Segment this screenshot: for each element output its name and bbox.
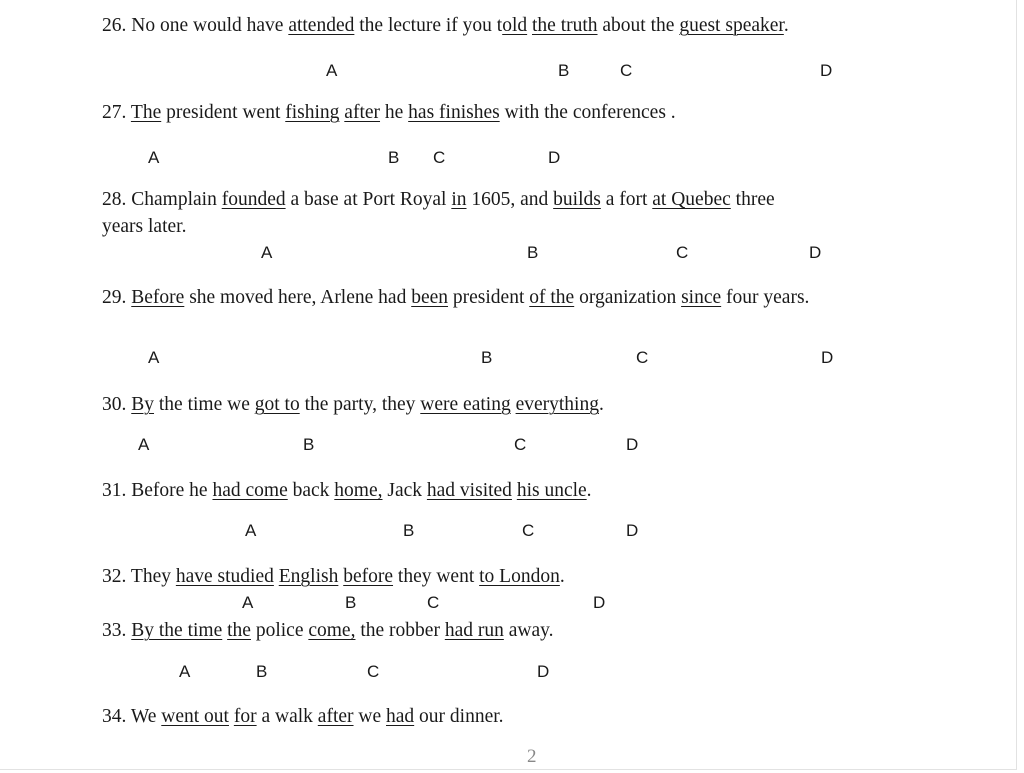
option-label-29: D — [821, 348, 834, 367]
underlined-segment: went out — [161, 706, 229, 727]
underlined-segment: in — [451, 189, 467, 210]
option-label-26: D — [820, 61, 833, 80]
sentence-segment: back — [287, 480, 335, 501]
option-label-33: B — [256, 662, 268, 681]
sentence-segment: . — [586, 480, 592, 501]
option-label-28: C — [676, 243, 689, 262]
sentence-segment: Champlain — [131, 189, 222, 210]
sentence-segment: Before he — [131, 480, 213, 501]
sentence-segment: she moved here, Arlene had — [184, 287, 412, 308]
sentence-segment: . — [559, 566, 565, 587]
question-number: 29. — [102, 287, 127, 308]
question-number: 31. — [102, 480, 127, 501]
underlined-segment: for — [233, 706, 257, 727]
sentence-segment: a fort — [600, 189, 653, 210]
underlined-segment: at Quebec — [652, 189, 731, 210]
option-label-27: D — [548, 148, 561, 167]
question-28 — [102, 190, 775, 210]
option-label-31: A — [245, 521, 257, 540]
question-28-continued: years later. — [102, 216, 187, 237]
sentence-segment: president — [448, 287, 530, 308]
underlined-segment: Before — [131, 287, 185, 308]
question-29 — [102, 288, 809, 308]
sentence-segment: the robber — [355, 620, 445, 641]
option-label-26: B — [558, 61, 570, 80]
option-label-32: B — [345, 593, 357, 612]
option-label-26: C — [620, 61, 633, 80]
question-26 — [102, 16, 789, 36]
option-label-33: C — [367, 662, 380, 681]
underlined-segment: home, — [334, 480, 383, 501]
underlined-segment: had run — [444, 620, 504, 641]
option-label-29: A — [148, 348, 160, 367]
question-32 — [102, 567, 565, 587]
option-label-31: C — [522, 521, 535, 540]
option-label-28: A — [261, 243, 273, 262]
sentence-segment: a walk — [256, 706, 318, 727]
sentence-segment: No one would have — [131, 15, 289, 36]
underlined-segment: the truth — [532, 15, 598, 36]
sentence-segment: away. — [503, 620, 554, 641]
option-label-33: D — [537, 662, 550, 681]
sentence-segment: We — [130, 706, 162, 727]
underlined-segment: before — [343, 566, 394, 587]
underlined-segment: By — [131, 394, 155, 415]
underlined-segment: been — [411, 287, 449, 308]
question-number: 32. — [102, 566, 127, 587]
underlined-segment: The — [130, 102, 162, 123]
sentence-segment: police — [250, 620, 309, 641]
underlined-segment: everything — [515, 394, 599, 415]
underlined-segment: come, — [308, 620, 356, 641]
option-label-26: A — [326, 61, 338, 80]
question-number: 33. — [102, 620, 127, 641]
sentence-segment: Jack — [382, 480, 427, 501]
question-33 — [102, 621, 553, 641]
underlined-segment: to London — [479, 566, 560, 587]
underlined-segment: has finishes — [408, 102, 500, 123]
option-label-31: B — [403, 521, 415, 540]
underlined-segment: were eating — [420, 394, 511, 415]
question-number: 27. — [102, 102, 127, 123]
option-label-27: A — [148, 148, 160, 167]
sentence-segment: organization — [574, 287, 682, 308]
option-label-30: B — [303, 435, 315, 454]
sentence-segment: . — [598, 394, 604, 415]
question-30 — [102, 395, 604, 415]
underlined-segment: founded — [221, 189, 286, 210]
option-label-29: B — [481, 348, 493, 367]
question-34 — [102, 707, 504, 727]
sentence-segment: the time we — [154, 394, 255, 415]
option-label-30: A — [138, 435, 150, 454]
underlined-segment: had visited — [426, 480, 512, 501]
sentence-segment: with the conferences . — [499, 102, 676, 123]
option-label-27: B — [388, 148, 400, 167]
underlined-segment: By the time — [131, 620, 223, 641]
option-label-29: C — [636, 348, 649, 367]
underlined-segment: builds — [553, 189, 601, 210]
sentence-segment: They — [130, 566, 176, 587]
option-label-32: D — [593, 593, 606, 612]
page-number: 2 — [527, 746, 537, 767]
option-label-33: A — [179, 662, 191, 681]
question-number: 28. — [102, 189, 127, 210]
question-31 — [102, 481, 592, 501]
underlined-segment: guest speaker — [679, 15, 784, 36]
question-number: 26. — [102, 15, 127, 36]
sentence-segment: the lecture if you t — [354, 15, 503, 36]
option-label-30: D — [626, 435, 639, 454]
option-label-31: D — [626, 521, 639, 540]
underlined-segment: attended — [288, 15, 355, 36]
underlined-segment: fishing — [285, 102, 340, 123]
underlined-segment: since — [681, 287, 722, 308]
sentence-segment: we — [353, 706, 387, 727]
option-label-28: D — [809, 243, 822, 262]
underlined-segment: after — [344, 102, 381, 123]
underlined-segment: his uncle — [516, 480, 587, 501]
underlined-segment: the — [227, 620, 251, 641]
underlined-segment: of the — [529, 287, 575, 308]
underlined-segment: old — [502, 15, 528, 36]
underlined-segment: have studied — [175, 566, 274, 587]
option-label-27: C — [433, 148, 446, 167]
sentence-segment: they went — [393, 566, 480, 587]
option-label-32: A — [242, 593, 254, 612]
sentence-segment: about the — [597, 15, 680, 36]
question-number: 34. — [102, 706, 127, 727]
option-label-32: C — [427, 593, 440, 612]
underlined-segment: had come — [212, 480, 288, 501]
sentence-segment: he — [380, 102, 409, 123]
underlined-segment: got to — [254, 394, 300, 415]
sentence-segment: three — [730, 189, 775, 210]
sentence-segment: . — [783, 15, 789, 36]
underlined-segment: English — [278, 566, 339, 587]
question-27 — [102, 103, 676, 123]
sentence-segment: the party, they — [299, 394, 421, 415]
underlined-segment: after — [317, 706, 354, 727]
sentence-segment: 1605, and — [466, 189, 554, 210]
option-label-28: B — [527, 243, 539, 262]
sentence-segment: our dinner. — [414, 706, 504, 727]
option-label-30: C — [514, 435, 527, 454]
underlined-segment: had — [386, 706, 415, 727]
sentence-segment: four years. — [721, 287, 810, 308]
question-number: 30. — [102, 394, 127, 415]
sentence-segment: president went — [161, 102, 286, 123]
sentence-segment: a base at Port Royal — [285, 189, 452, 210]
